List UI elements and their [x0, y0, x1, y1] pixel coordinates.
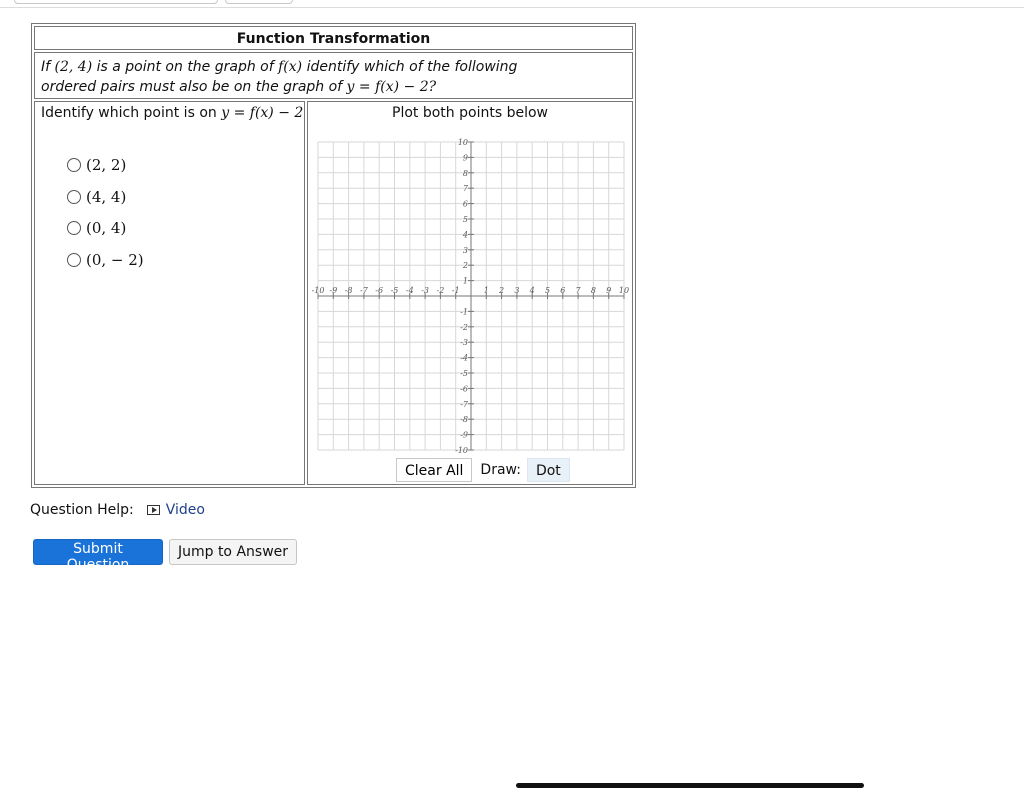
- x-tick-label: 4: [529, 286, 535, 295]
- graph-panel: [307, 101, 633, 485]
- y-tick-label: -5: [460, 369, 468, 378]
- graph-heading: Plot both points below: [392, 105, 548, 121]
- x-tick-label: -8: [344, 286, 353, 295]
- x-tick-label: 10: [618, 286, 630, 295]
- x-tick-label: -6: [375, 286, 384, 295]
- y-tick-label: 4: [462, 230, 468, 240]
- x-tick-label: 5: [544, 286, 551, 295]
- coordinate-plane[interactable]: [311, 138, 630, 455]
- x-tick-label: 6: [560, 286, 566, 295]
- y-tick-label: 2: [462, 261, 468, 271]
- y-tick-label: -9: [460, 430, 468, 440]
- choice-label: (4, 4): [86, 188, 127, 206]
- y-tick-label: 7: [462, 184, 468, 194]
- y-tick-label: 6: [462, 199, 468, 209]
- choice-option-4[interactable]: [67, 251, 144, 269]
- choice-label: (0, − 2): [86, 251, 144, 269]
- x-tick-label: -1: [451, 286, 460, 295]
- dot-tool-button[interactable]: Dot: [527, 458, 570, 482]
- x-tick-label: -7: [360, 286, 368, 295]
- y-tick-label: 5: [462, 215, 468, 224]
- draw-label: Draw:: [480, 462, 521, 478]
- x-tick-label: 2: [499, 286, 505, 295]
- question-help: [30, 502, 205, 518]
- radio-button[interactable]: [67, 253, 81, 267]
- choice-label: (0, 4): [86, 219, 127, 237]
- radio-button[interactable]: [67, 158, 81, 172]
- y-tick-label: -1: [460, 307, 468, 317]
- graph-toolbar: [396, 458, 570, 482]
- y-tick-label: -4: [460, 353, 468, 363]
- x-tick-label: -3: [421, 286, 429, 295]
- y-tick-label: -7: [460, 399, 468, 409]
- x-tick-label: 7: [575, 286, 581, 295]
- choice-option-1[interactable]: [67, 156, 126, 174]
- question-help-label: Question Help:: [30, 502, 134, 518]
- answer-choices-panel: [34, 101, 305, 485]
- problem-prompt: [34, 52, 633, 99]
- x-tick-label: -2: [436, 286, 445, 295]
- x-tick-label: 1: [483, 286, 489, 295]
- y-tick-label: 10: [457, 138, 468, 147]
- x-tick-label: -4: [405, 286, 414, 295]
- y-tick-label: -2: [460, 322, 468, 332]
- prompt-line-1: If (2, 4) is a point on the graph of f(x) identify which of the following: [41, 59, 518, 75]
- y-tick-label: 3: [462, 245, 468, 255]
- choice-label: (2, 2): [86, 156, 127, 174]
- choice-option-2[interactable]: [67, 188, 126, 206]
- y-tick-label: -6: [460, 384, 468, 394]
- choices-heading: Identify which point is on y = f(x) − 2: [41, 105, 304, 121]
- radio-button[interactable]: [67, 221, 81, 235]
- top-tab-right: [225, 0, 293, 4]
- video-label: Video: [165, 502, 205, 518]
- x-tick-label: 9: [606, 286, 612, 295]
- y-tick-label: 9: [462, 153, 468, 163]
- submit-question-button[interactable]: Submit Question: [33, 539, 163, 565]
- x-tick-label: -5: [390, 286, 399, 295]
- y-tick-label: 8: [462, 168, 468, 178]
- choice-option-3[interactable]: [67, 219, 126, 237]
- x-tick-label: 8: [590, 286, 596, 295]
- x-tick-label: -10: [311, 286, 325, 295]
- x-tick-label: -9: [329, 286, 338, 295]
- top-tab-left: [14, 0, 218, 4]
- x-tick-label: 3: [514, 286, 520, 295]
- y-tick-label: 1: [462, 276, 468, 286]
- play-icon: [147, 505, 160, 515]
- y-tick-label: -10: [455, 446, 468, 455]
- video-link[interactable]: [147, 502, 205, 518]
- jump-to-answer-button[interactable]: Jump to Answer: [169, 539, 297, 565]
- problem-title: Function Transformation: [34, 26, 633, 50]
- prompt-line-2: ordered pairs must also be on the graph of y = f(x) − 2?: [41, 79, 437, 95]
- question-table: [31, 23, 636, 488]
- top-divider: [0, 7, 1024, 8]
- y-tick-label: -3: [460, 338, 468, 348]
- clear-all-button[interactable]: Clear All: [396, 458, 472, 482]
- radio-button[interactable]: [67, 190, 81, 204]
- y-tick-label: -8: [460, 415, 468, 425]
- home-indicator: [516, 783, 864, 788]
